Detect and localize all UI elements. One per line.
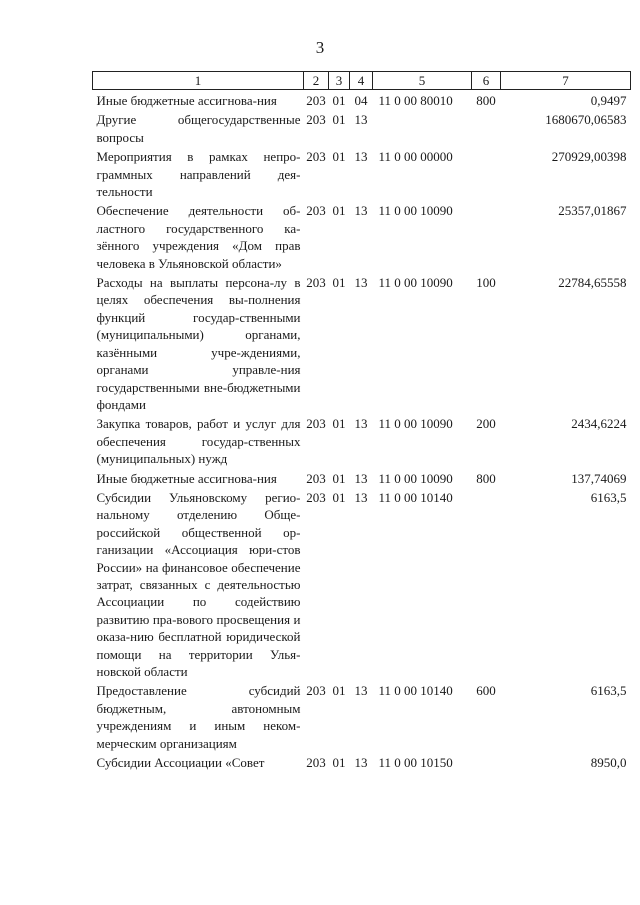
row-code-3: 01 xyxy=(332,755,346,771)
row-code-5: 11 0 00 10090 xyxy=(378,203,453,219)
row-code-3: 01 xyxy=(332,93,346,108)
row-amount: 0,9497 xyxy=(590,93,627,108)
row-code-5: 11 0 00 10140 xyxy=(378,489,453,505)
row-amount: 270929,00398 xyxy=(551,149,627,165)
header-col-5: 5 xyxy=(373,72,472,90)
header-col-4: 4 xyxy=(350,72,373,90)
budget-table xyxy=(92,71,631,771)
row-code-2: 203 xyxy=(306,489,326,505)
row-name: Расходы на выплаты персона-лу в целях обеспечения вы-полнения функций государ-ственными (муниципальными) органами, казёнными учре-ждениями, органами управле-ния государственными вне-бюджетными фондами xyxy=(96,275,301,412)
row-code-3: 01 xyxy=(332,489,346,505)
row-amount: 8950,0 xyxy=(590,755,627,771)
row-code-4: 13 xyxy=(354,489,368,505)
row-code-2: 203 xyxy=(306,203,326,219)
row-code-2: 203 xyxy=(306,755,326,771)
row-code-4: 13 xyxy=(354,755,368,771)
row-name: Обеспечение деятельности об-ластного государственного ка-зённого учреждения «Дом прав человека в Ульяновской области» xyxy=(96,203,301,271)
row-name: Другие общегосударственные вопросы xyxy=(96,112,301,145)
row-code-6 xyxy=(472,109,501,146)
row-code-6 xyxy=(472,200,501,272)
row-code-5: 11 0 00 10090 xyxy=(378,275,453,291)
row-code-5: 11 0 00 10150 xyxy=(378,755,453,771)
row-code-6 xyxy=(472,752,501,771)
row-name: Субсидии Ассоциации «Совет xyxy=(96,755,265,771)
table-row xyxy=(93,680,631,752)
row-code-2: 203 xyxy=(306,683,326,699)
row-code-4: 13 xyxy=(354,416,368,432)
row-amount: 137,74069 xyxy=(571,470,627,486)
table-row xyxy=(93,200,631,272)
row-code-6 xyxy=(472,487,501,680)
page-number: 3 xyxy=(315,38,325,57)
row-code-2: 203 xyxy=(306,149,326,165)
table-row xyxy=(93,109,631,146)
row-code-3: 01 xyxy=(332,416,346,432)
table-row xyxy=(93,468,631,487)
row-amount: 1680670,06583 xyxy=(545,112,627,128)
row-code-4: 13 xyxy=(354,203,368,219)
row-code-3: 01 xyxy=(332,203,346,219)
row-name: Иные бюджетные ассигнова-ния xyxy=(96,470,277,486)
table-row xyxy=(93,146,631,200)
row-code-6: 800 xyxy=(476,93,496,108)
row-amount: 22784,65558 xyxy=(558,275,627,291)
row-code-4: 13 xyxy=(354,149,368,165)
row-code-2: 203 xyxy=(306,416,326,432)
row-code-3: 01 xyxy=(332,470,346,486)
table-row xyxy=(93,752,631,771)
row-code-2: 203 xyxy=(306,112,326,128)
row-code-4: 04 xyxy=(354,93,368,108)
row-code-5 xyxy=(373,109,472,146)
table-row xyxy=(93,272,631,413)
table-row xyxy=(93,487,631,680)
row-code-2: 203 xyxy=(306,93,326,108)
row-code-4: 13 xyxy=(354,683,368,699)
row-code-6: 200 xyxy=(476,416,496,432)
row-code-4: 13 xyxy=(354,470,368,486)
row-code-3: 01 xyxy=(332,275,346,291)
row-code-5: 11 0 00 00000 xyxy=(378,149,453,165)
row-amount: 25357,01867 xyxy=(558,203,627,219)
row-code-5: 11 0 00 10140 xyxy=(378,683,453,699)
row-name: Закупка товаров, работ и услуг для обеспечения государ-ственных (муниципальных) нужд xyxy=(96,416,301,467)
row-code-2: 203 xyxy=(306,275,326,291)
row-code-3: 01 xyxy=(332,149,346,165)
header-col-2: 2 xyxy=(304,72,329,90)
row-code-6 xyxy=(472,146,501,200)
row-amount: 6163,5 xyxy=(590,683,627,699)
row-name: Предоставление субсидий бюджетным, автономным учреждениям и иным неком-мерческим организациям xyxy=(96,683,301,751)
header-col-6: 6 xyxy=(472,72,501,90)
row-code-3: 01 xyxy=(332,683,346,699)
row-code-4: 13 xyxy=(354,275,368,291)
row-code-6: 600 xyxy=(476,683,496,699)
row-code-2: 203 xyxy=(306,470,326,486)
row-code-6: 100 xyxy=(476,275,496,291)
row-name: Мероприятия в рамках непро-граммных направлений дея-тельности xyxy=(96,149,301,200)
table-row xyxy=(93,413,631,467)
row-amount: 2434,6224 xyxy=(571,416,627,432)
header-col-1: 1 xyxy=(93,72,304,90)
header-col-7: 7 xyxy=(501,72,631,90)
row-amount: 6163,5 xyxy=(590,489,627,505)
table-row xyxy=(93,90,631,110)
row-code-3: 01 xyxy=(332,112,346,128)
row-code-5: 11 0 00 80010 xyxy=(378,93,453,108)
header-row xyxy=(93,72,631,90)
row-name: Иные бюджетные ассигнова-ния xyxy=(96,93,277,108)
row-code-6: 800 xyxy=(476,470,496,486)
header-col-3: 3 xyxy=(329,72,350,90)
row-code-5: 11 0 00 10090 xyxy=(378,416,453,432)
row-code-4: 13 xyxy=(354,112,368,128)
row-code-5: 11 0 00 10090 xyxy=(378,470,453,486)
row-name: Субсидии Ульяновскому регио-нальному отделению Обще-российской общественной ор-ганизации «Ассоциация юри-стов России» на финансовое обеспечение затрат, связанных с деятельностью Ассоциации по содействию развитию пра-вового просвещения и оказа-нию бесплатной юридической помощи на территории Улья-новской области xyxy=(96,489,301,679)
